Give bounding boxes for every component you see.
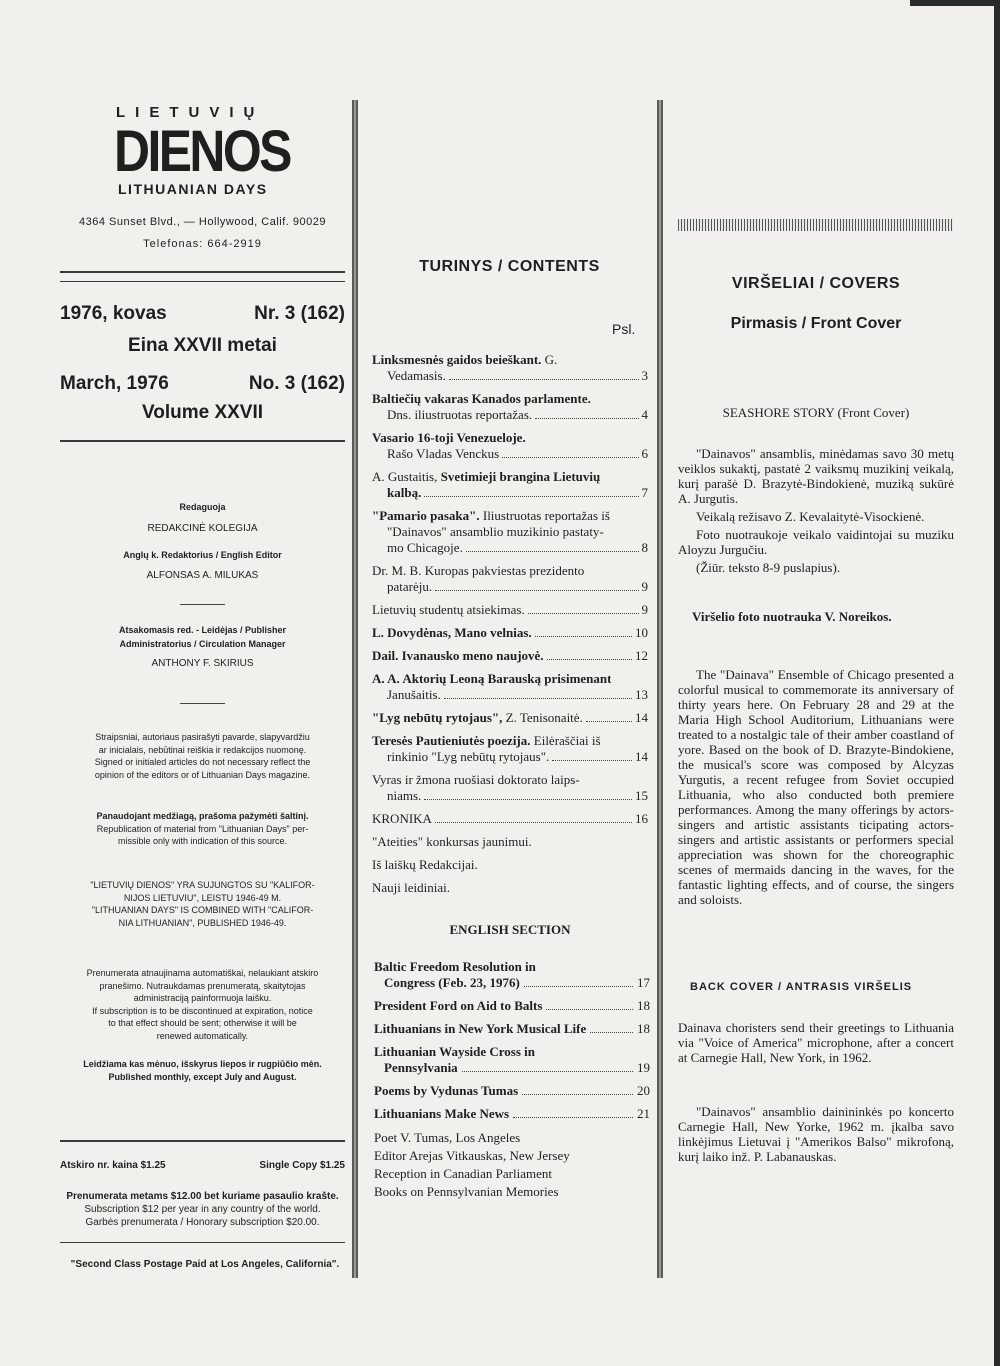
toc-page-number: 16: [635, 811, 648, 826]
subscription-note: [60, 967, 345, 1042]
english-list: [374, 959, 650, 1129]
issue-lt-year: Eina XXVII metai: [128, 335, 277, 356]
toc-entry: [372, 811, 648, 827]
toc-entry-title: "Lyg nebūtų rytojaus", Z. Tenisonaitė.: [372, 710, 583, 725]
english-entry-title: Baltic Freedom Resolution in: [374, 959, 536, 974]
note-line: opinion of the editors or of Lithuanian Days magazine.: [94, 769, 311, 780]
english-entry: [374, 1044, 650, 1076]
issue-en-volume: Volume XXVII: [141, 402, 264, 423]
note-line: administraciją painformuoja laišku.: [133, 993, 272, 1003]
divider: [180, 604, 225, 605]
phone: Telefonas: 664-2919: [143, 238, 262, 250]
note-line: "LITHUANIAN DAYS" IS COMBINED WITH "CALIFOR-: [91, 905, 314, 915]
paragraph: Veikalą režisavo Z. Kevalaitytė-Visockienė.: [696, 509, 925, 524]
masthead-small: LIETUVIŲ: [116, 104, 265, 121]
english-plain-item: Books on Pennsylvanian Memories: [374, 1184, 559, 1199]
english-page-number: 21: [637, 1106, 650, 1121]
page-label: Psl.: [612, 321, 636, 337]
publisher-name: ANTHONY F. SKIRIUS: [151, 658, 254, 669]
english-entry-title: President Ford on Aid to Balts: [374, 998, 543, 1013]
masthead-title: DIENOS: [114, 119, 290, 184]
divider: [60, 440, 345, 442]
photo-credit: Viršelio foto nuotrauka V. Noreikos.: [692, 609, 892, 624]
note-line: to that effect should be sent; otherwise it will be: [108, 1018, 297, 1028]
english-plain-item: Poet V. Tumas, Los Angeles: [374, 1130, 521, 1145]
toc-page-number: 15: [635, 788, 648, 803]
story-title: SEASHORE STORY (Front Cover): [722, 405, 910, 420]
note-line: Straipsniai, autoriaus pasirašyti pavarde, slapyvardžiu: [95, 732, 310, 742]
english-entry: [374, 998, 650, 1014]
paragraph: (Žiūr. teksto 8-9 puslapius).: [696, 560, 841, 575]
back-cover-heading: BACK COVER / ANTRASIS VIRŠELIS: [690, 981, 913, 993]
english-editor-title: Anglų k. Redaktorius / English Editor: [123, 550, 282, 560]
publisher-title-2: Administratorius / Circulation Manager: [119, 639, 286, 649]
covers-heading: VIRŠELIAI / COVERS: [731, 275, 901, 292]
toc-page-number: 13: [635, 687, 648, 702]
english-page-number: 18: [637, 1021, 650, 1036]
toc-entry: [372, 469, 648, 501]
toc-entry: [372, 710, 648, 726]
toc-page-number: 7: [641, 485, 648, 500]
note-line: Published monthly, except July and August.: [108, 1071, 297, 1082]
cover-description-lt: [678, 446, 954, 575]
page-edge-right: [994, 0, 1000, 1366]
divider: [60, 281, 345, 282]
toc-entry-title: Lietuvių studentų atsiekimas.: [372, 602, 525, 617]
toc-entry-subtitle: Dns. iliustruotas reportažas.: [387, 407, 533, 422]
postage-note: "Second Class Postage Paid at Los Angeles, California".: [70, 1259, 340, 1270]
toc-page-number: 6: [641, 446, 648, 461]
english-entry-title: Lithuanians in New York Musical Life: [374, 1021, 587, 1036]
toc-page-number: 4: [641, 407, 648, 422]
toc-page-number: 14: [635, 749, 648, 764]
paragraph: "Dainavos" ansamblis, minėdamas savo 30 metų veiklos sukaktį, pastatė 2 vaiksmų muzikinį veikalą, kurį parašė D. Brazytė-Bindokienė, muziką sukūrė A. Jurgutis.: [678, 446, 954, 506]
toc-page-number: 10: [635, 625, 648, 640]
english-plain-item: Editor Arejas Vitkauskas, New Jersey: [374, 1148, 570, 1163]
english-plain-list: [374, 1129, 570, 1201]
english-page-number: 20: [637, 1083, 650, 1098]
english-entry: [374, 1021, 650, 1037]
english-entry: [374, 1083, 650, 1099]
front-cover-heading: Pirmasis / Front Cover: [730, 315, 902, 332]
note-line: NIJOS LIETUVIU", LEISTU 1946-49 M.: [123, 892, 282, 903]
note-line: If subscription is to be discontinued at expiration, notice: [92, 1005, 313, 1016]
note-line: Signed or initialed articles do not necessary reflect the: [94, 757, 311, 767]
toc-entry-title: KRONIKA: [372, 811, 432, 826]
english-page-number: 18: [637, 998, 650, 1013]
back-cover-lt: [678, 1104, 954, 1164]
toc-entry: [372, 602, 648, 618]
address: 4364 Sunset Blvd., — Hollywood, Calif. 90029: [78, 216, 327, 228]
note-line: "LIETUVIŲ DIENOS" YRA SUJUNGTOS SU "KALIFOR-: [90, 880, 315, 890]
annual-prices: [60, 1190, 345, 1229]
toc-entry-title: A. Gustaitis, Svetimieji brangina Lietuvių: [372, 469, 601, 484]
toc-entry-subtitle: Rašo Vladas Venckus: [387, 446, 500, 461]
english-entry-title: Poems by Vydunas Tumas: [374, 1083, 519, 1098]
note-line: Prenumerata atnaujinama automatiškai, nelaukiant atskiro: [86, 968, 319, 978]
decorative-band: [678, 219, 953, 231]
toc-entry-subtitle: mo Chicagoje.: [387, 540, 463, 555]
toc-page-number: 9: [641, 602, 648, 617]
divider: [60, 1140, 345, 1142]
back-cover-en: [678, 1020, 954, 1065]
toc-entry-subtitle: patarėju.: [387, 579, 433, 594]
toc-entry: [372, 352, 648, 384]
toc-entry: [372, 391, 648, 423]
cover-description-en: [678, 667, 954, 907]
paragraph: The "Dainava" Ensemble of Chicago presented a colorful musical to commemorate its anniversary of thirty years here. On February 28 and 29 at the Maria High School Auditorium, Lithuanians were treated to a nostalgic tale of their amber coastland of yore. Based on the book of D. Brazyte-Bindokiene, the musical's score was composed by Alcyzas Yurgutis, a recent refugee from Soviet occupied Lithuania, who also conducted both premiere performances. Among the many offerings by actors-singers and artistic assistants ticipating actors-singers and artistic assistants or performers special appreciation was shown for the choreographic scenes of mermaids dancing in the waves, for the fantastic lighting effects, and of course, the singers and soloists.: [678, 667, 954, 907]
note-line: ar inicialais, nebūtinai reiškia ir redakcijos nuomonę.: [98, 744, 307, 755]
issue-lt-date: 1976, kovas: [60, 303, 167, 324]
english-section-heading: ENGLISH SECTION: [449, 922, 571, 937]
toc-entry: [372, 671, 648, 703]
toc-entry-subtitle: rinkinio "Lyg nebūtų rytojaus".: [387, 749, 550, 764]
toc-entry-subtitle: niams.: [387, 788, 422, 803]
signed-note: [60, 731, 345, 781]
toc-page-number: 8: [641, 540, 648, 555]
toc-entry-subtitle: kalbą.: [387, 485, 422, 500]
issue-en-number: No. 3 (162): [248, 373, 345, 394]
toc-entry: [372, 648, 648, 664]
note-line: pranešimo. Nutraukdamas prenumeratą, skaitytojas: [99, 980, 306, 991]
paragraph: Foto nuotraukoje veikalo vaidintojai su muziku Aloyzu Jurgučiu.: [678, 527, 954, 557]
toc-entry-title: Teresės Pautieniutės poezija. Eilėraščiai iš: [372, 733, 601, 748]
combined-note: [60, 879, 345, 929]
toc-entry: [372, 857, 648, 873]
column-rule-right: [657, 100, 663, 1278]
monthly-note: [60, 1058, 345, 1083]
edited-by: Redaguoja: [179, 502, 226, 512]
single-price-en: Single Copy $1.25: [259, 1160, 345, 1171]
masthead-subtitle: LITHUANIAN DAYS: [118, 181, 268, 197]
note-line: Panaudojant medžiagą, prašoma pažymėti šaltinį.: [96, 811, 309, 821]
english-editor: ALFONSAS A. MILUKAS: [146, 570, 259, 581]
toc-entry-title: Dr. M. B. Kuropas pakviestas prezidento: [372, 563, 585, 578]
toc-entry-title: Linksmesnės gaidos beieškant. G.: [372, 352, 558, 367]
issue-en-row: [60, 373, 345, 395]
contents-list: [372, 352, 648, 903]
toc-entry: [372, 563, 648, 595]
toc-entry-title: Dail. Ivanausko meno naujovė.: [372, 648, 544, 663]
toc-entry: [372, 733, 648, 765]
toc-entry-subtitle: "Dainavos" ansamblio muzikinio pastaty-: [387, 524, 604, 539]
note-line: Garbės prenumerata / Honorary subscription $20.00.: [85, 1217, 320, 1228]
english-page-number: 19: [637, 1060, 650, 1075]
toc-page-number: 9: [641, 579, 648, 594]
single-price-lt: Atskiro nr. kaina $1.25: [60, 1160, 166, 1171]
toc-entry: [372, 880, 648, 896]
english-entry: [374, 1106, 650, 1122]
english-plain-item: Reception in Canadian Parliament: [374, 1166, 552, 1181]
toc-entry-title: Iš laiškų Redakcijai.: [372, 857, 478, 872]
toc-entry: [372, 508, 648, 556]
english-entry: [374, 959, 650, 991]
english-page-number: 17: [637, 975, 650, 990]
toc-entry-title: L. Dovydėnas, Mano velnias.: [372, 625, 532, 640]
toc-entry-title: Baltiečių vakaras Kanados parlamente.: [372, 391, 591, 406]
toc-page-number: 12: [635, 648, 648, 663]
toc-entry-subtitle: Janušaitis.: [387, 687, 441, 702]
column-rule-left: [352, 100, 358, 1278]
editorial-board: REDAKCINĖ KOLEGIJA: [147, 523, 258, 534]
toc-entry-title: Nauji leidiniai.: [372, 880, 450, 895]
issue-lt-number: Nr. 3 (162): [254, 303, 345, 324]
note-line: Subscription $12 per year in any country of the world.: [84, 1204, 321, 1215]
divider: [60, 1242, 345, 1243]
toc-entry-title: "Pamario pasaka". Iliustruotas reportažas iš: [372, 508, 610, 523]
toc-entry-title: Vasario 16-toji Venezueloje.: [372, 430, 526, 445]
contents-heading: TURINYS / CONTENTS: [419, 258, 600, 275]
note-line: Republication of material from "Lithuanian Days" per-: [96, 823, 309, 834]
publisher-title-1: Atsakomasis red. - Leidėjas / Publisher: [118, 625, 287, 635]
english-entry-title: Lithuanians Make News: [374, 1106, 510, 1121]
note-line: renewed automatically.: [156, 1030, 249, 1041]
toc-entry-subtitle: Vedamasis.: [387, 368, 446, 383]
toc-page-number: 14: [635, 710, 648, 725]
paragraph: "Dainavos" ansamblio dainininkės po koncerto Carnegie Hall, New Yorke, 1962 m. įkalba savo linkėjimus Lietuvai į "Amerikos Balso" mikrofoną, kurį laiko inž. P. Labanauskas.: [678, 1104, 954, 1164]
issue-en-date: March, 1976: [60, 373, 169, 394]
divider: [180, 703, 225, 704]
toc-entry: [372, 834, 648, 850]
note-line: NIA LITHUANIAN", PUBLISHED 1946-49.: [118, 917, 287, 928]
republication-note: [60, 810, 345, 848]
toc-entry: [372, 625, 648, 641]
toc-entry: [372, 772, 648, 804]
toc-entry: [372, 430, 648, 462]
divider: [60, 271, 345, 273]
toc-entry-title: Vyras ir žmona ruošiasi doktorato laips-: [372, 772, 580, 787]
note-line: Leidžiama kas mėnuo, išskyrus liepos ir rugpiūčio mėn.: [83, 1059, 322, 1069]
note-line: missible only with indication of this source.: [117, 836, 288, 846]
page-edge-top: [910, 0, 1000, 6]
toc-entry-title: "Ateities" konkursas jaunimui.: [372, 834, 532, 849]
english-entry-title: Pennsylvania: [384, 1060, 458, 1075]
paragraph: Dainava choristers send their greetings to Lithuania via "Voice of America" microphone, after a concert at Carnegie Hall, New York, in 1962.: [678, 1020, 954, 1065]
issue-lt-row: [60, 303, 345, 325]
english-entry-title: Lithuanian Wayside Cross in: [374, 1044, 535, 1059]
english-entry-title: Congress (Feb. 23, 1976): [384, 975, 520, 990]
toc-entry-title: A. A. Aktorių Leoną Barauską prisimenant: [372, 671, 612, 686]
note-line: Prenumerata metams $12.00 bet kuriame pasaulio krašte.: [66, 1191, 339, 1202]
toc-page-number: 3: [641, 368, 648, 383]
